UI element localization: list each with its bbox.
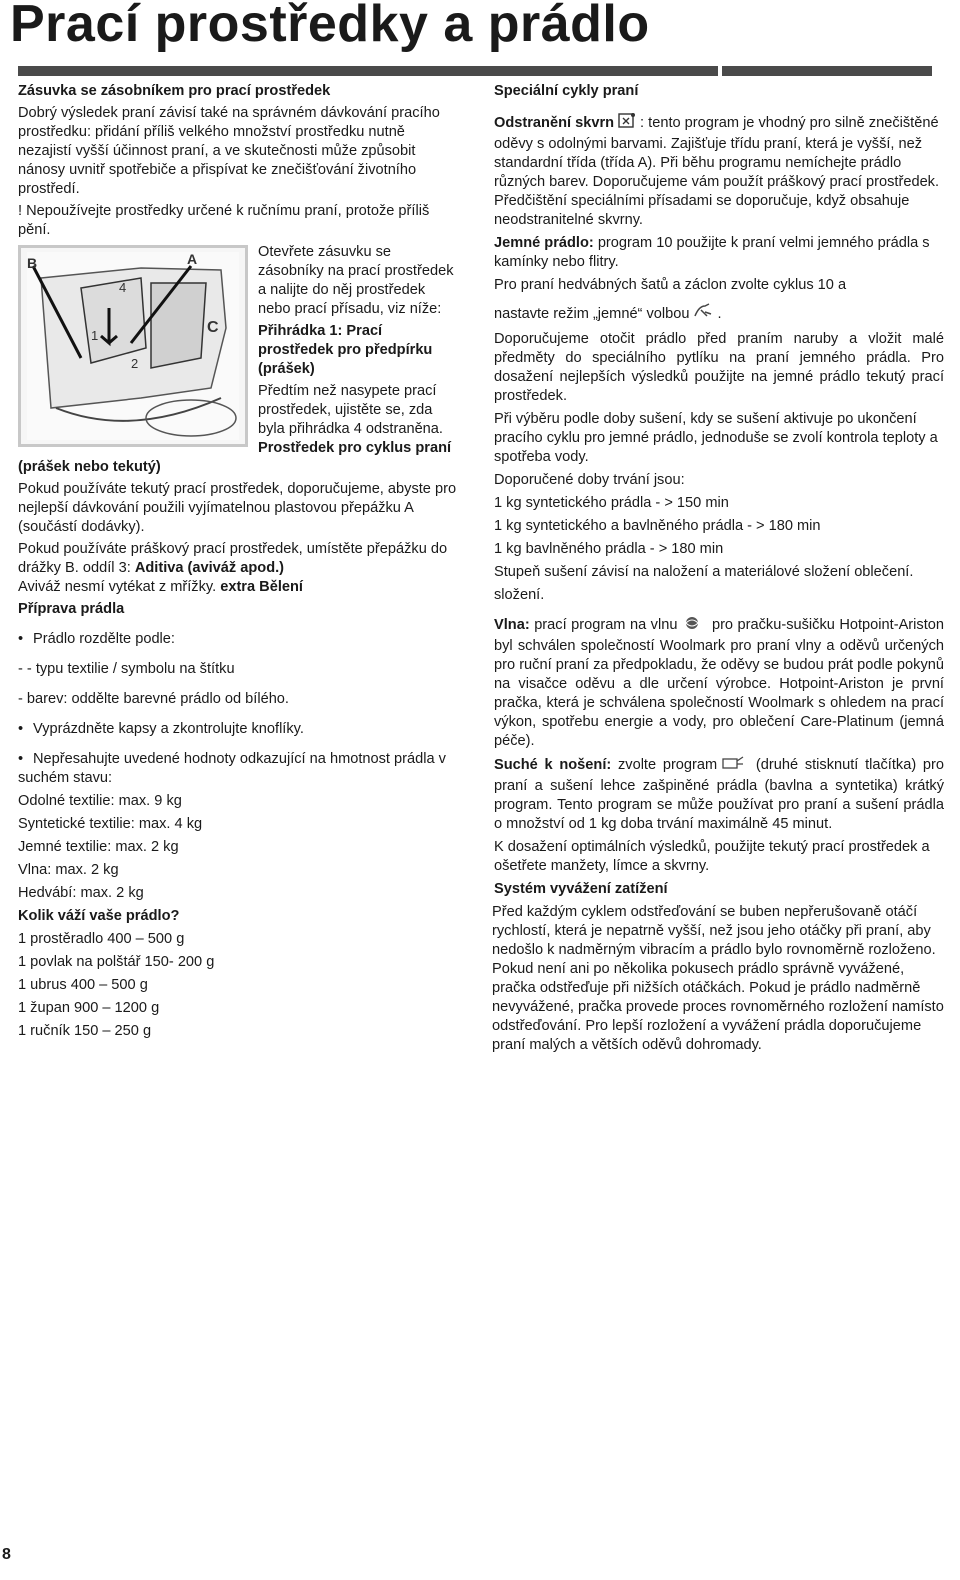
delicates-text: program 10 použijte k praní velmi jemného prádla s kamínky nebo flitry. bbox=[494, 235, 930, 270]
header-rule-right bbox=[722, 66, 932, 76]
right-column bbox=[494, 82, 944, 1058]
stain-removal-paragraph bbox=[494, 113, 944, 230]
duration-item: 1 kg syntetického a bavlněného prádla - > 180 min bbox=[494, 518, 821, 534]
label-c: C bbox=[207, 319, 219, 336]
sort-by-color: - barev: oddělte barevné prádlo od bílého. bbox=[18, 691, 289, 707]
powder-detergent-text bbox=[18, 540, 458, 597]
load-balancing-text: Před každým cyklem odstřeďování se buben nepřerušovaně otáčí rychlostí, která je nepatrně vyšší, než jsou jeho otáčky při praní, aby nedošlo k nadměrným vibracím a prádlo bylo rovnoměrně rozloženo. Pokud není ani po několika pokusech prádlo správně vyvážené, pračka odstřeďuje při nižších otáčkách. Pokud je prádlo nadměrně nevyvážené, pračka provede proces rovnoměrného rozložení namísto odstřeďování. Pro lepší rozložení a vyvážení prádla doporučujeme praní malých a větších oděvů dohromady. bbox=[492, 904, 944, 1053]
limit-item: Vlna: max. 2 kg bbox=[18, 862, 119, 878]
weight-item: 1 ručník 150 – 250 g bbox=[18, 1023, 152, 1039]
limit-item: Odolné textilie: max. 9 kg bbox=[18, 793, 182, 809]
delicates-paragraph bbox=[494, 234, 944, 272]
dispenser-heading: Zásuvka se zásobníkem pro prací prostředek bbox=[18, 83, 331, 99]
main-wash-heading: Prostředek pro cyklus praní (prášek nebo tekutý) bbox=[18, 440, 452, 475]
compartment-1-heading: Přihrádka 1: Prací prostředek pro předpírku (prášek) bbox=[258, 323, 433, 377]
softener-text: Aviváž nesmí vytékat z mřížky. bbox=[18, 579, 217, 595]
weight-item: 1 župan 900 – 1200 g bbox=[18, 1000, 160, 1016]
label-2: 2 bbox=[131, 356, 139, 371]
load-balancing-heading: Systém vyvážení zatížení bbox=[494, 881, 668, 897]
additives-heading: Aditiva (aviváž apod.) bbox=[134, 560, 285, 576]
silk-text: Pro praní hedvábných šatů a záclon zvolte cyklus 10 a bbox=[494, 277, 847, 293]
powder-text: Pokud používáte práškový prací prostředek, umístěte přepážku do drážky B. oddíl 3: bbox=[18, 541, 448, 576]
optimal-results-text: K dosažení optimálních výsledků, použijte tekutý prací prostředek a ošetřete manžety, límce a skvrny. bbox=[494, 839, 930, 874]
dry-to-wear-text-a: zvolte program bbox=[617, 757, 718, 773]
limit-item: Syntetické textilie: max. 4 kg bbox=[18, 816, 203, 832]
wool-paragraph bbox=[494, 615, 944, 751]
composition-text: složení. bbox=[494, 587, 545, 603]
header-rule-left bbox=[18, 66, 718, 76]
delicate-hand-icon bbox=[693, 302, 713, 326]
wool-label: Vlna: bbox=[494, 617, 530, 633]
delicates-label: Jemné prádlo: bbox=[494, 235, 594, 251]
dry-to-wear-text-b: (druhé stisknutí tlačítka) pro praní a sušení lehce zašpiněné prádla (bavlna a syntetika) krátký program. Tento program se může používat pro praní a sušení prádla o množství od 1 kg doba trvání maximálně 45 minut. bbox=[494, 757, 944, 832]
liquid-detergent-text: Pokud používáte tekutý prací prostředek, doporučujeme, abyste pro nejlepší dávkování použili vyjímatelnou plastovou přepážku A (součástí dodávky). bbox=[18, 481, 457, 535]
wool-text-b: pro pračku-sušičku Hotpoint-Ariston byl schválen společností Woolmark pro praní vlny a oděvů určených pro ruční praní za předpokladu, že oděvy se budou prát podle pokynů na visačce oděvu a dle určení výrobce. Hotpoint-Ariston je první pračka, která je schválena společností Woolmark s ohledem na prací výkon, spotřebu energie a vody, pro oblečení Care-Platinum (jemná péče). bbox=[494, 617, 944, 749]
stain-removal-label: Odstranění skvrn bbox=[494, 115, 615, 131]
dry-to-wear-icon bbox=[721, 755, 745, 777]
weight-item: 1 ubrus 400 – 500 g bbox=[18, 977, 148, 993]
limit-item: Jemné textilie: max. 2 kg bbox=[18, 839, 179, 855]
bleach-heading: extra Bělení bbox=[220, 579, 303, 595]
durations-heading: Doporučené doby trvání jsou: bbox=[494, 472, 685, 488]
delicate-mode-period: . bbox=[717, 306, 722, 322]
dosage-paragraph: Dobrý výsledek praní závisí také na správném dávkování pracího prostředku: přidání příliš velkého množství prostředku nutně nezajistí vyšší účinnost praní, a ve skutečnosti může způsobit nánosy uvnitř spotřebiče a přispívat ke znečišťování životního prostředí. bbox=[18, 105, 440, 197]
empty-pockets-bullet: • Vyprázdněte kapsy a zkontrolujte knoflíky. bbox=[18, 720, 458, 739]
laundry-prep-heading: Příprava prádla bbox=[18, 601, 125, 617]
label-4: 4 bbox=[119, 280, 127, 295]
page-number: 8 bbox=[2, 1546, 11, 1563]
dispenser-drawer-drawing bbox=[21, 248, 245, 444]
sort-bullet: • Prádlo rozdělte podle: bbox=[18, 630, 458, 649]
wool-icon bbox=[681, 615, 703, 637]
label-b: B bbox=[27, 255, 38, 271]
sort-by-fabric: - - typu textilie / symbolu na štítku bbox=[18, 661, 235, 677]
limit-item: Hedvábí: max. 2 kg bbox=[18, 885, 144, 901]
label-a: A bbox=[187, 251, 198, 267]
weight-limit-bullet: • Nepřesahujte uvedené hodnoty odkazující na hmotnost prádla v suchém stavu: bbox=[18, 750, 458, 788]
inside-out-text: Doporučujeme otočit prádlo před praním naruby a vložit malé předměty do speciálního pytlíku na praní jemného prádla. Pro dosažení nejlepších výsledků použijte na jemné prádlo tekutý prací prostředek. bbox=[494, 331, 944, 404]
label-1: 1 bbox=[91, 328, 99, 343]
drying-time-text: Při výběru podle doby sušení, kdy se sušení aktivuje po ukončení pracího cyklu pro jemné prádlo, jednoduše se zvolí kontrola teploty a spotřeba vody. bbox=[494, 411, 938, 465]
wool-text-a: prací program na vlnu bbox=[534, 617, 678, 633]
stain-removal-text: : tento program je vhodný pro silně znečištěné oděvy s odolnými barvami. Zajišťuje třídu praní, která je vyšší, než standardní třída (třída A). Při běhu programu nemíchejte prádlo různých barev. Doporučujeme vám použít práškový prací prostředek. Předčištění speciálními přísadami se doporučuje, když obsahuje neodstranitelné skvrny. bbox=[494, 115, 940, 228]
handwash-warning: ! Nepoužívejte prostředky určené k ručnímu praní, protože příliš pění. bbox=[18, 203, 430, 238]
stain-removal-icon bbox=[618, 113, 636, 135]
dispenser-section bbox=[18, 243, 458, 480]
laundry-weight-heading: Kolik váží vaše prádlo? bbox=[18, 908, 180, 924]
duration-item: 1 kg bavlněného prádla - > 180 min bbox=[494, 541, 724, 557]
compartment-4-text: Předtím než nasypete prací prostředek, ujistěte se, zda byla přihrádka 4 odstraněna. bbox=[258, 383, 443, 437]
delicate-mode-text: nastavte režim „jemné“ volbou bbox=[494, 306, 690, 322]
silk-paragraph bbox=[494, 276, 944, 326]
weight-item: 1 prostěradlo 400 – 500 g bbox=[18, 931, 185, 947]
left-column bbox=[18, 82, 458, 1044]
special-cycles-heading: Speciální cykly praní bbox=[494, 83, 639, 99]
dry-to-wear-label: Suché k nošení: bbox=[494, 757, 612, 773]
drying-level-text: Stupeň sušení závisí na naložení a materiálové složení oblečení. bbox=[494, 564, 914, 580]
open-drawer-text: Otevřete zásuvku se zásobníky na prací prostředek a nalijte do něj prostředek nebo prací přísadu, viz níže: bbox=[258, 244, 454, 317]
weight-item: 1 povlak na polštář 150- 200 g bbox=[18, 954, 215, 970]
page-title: Prací prostředky a prádlo bbox=[10, 0, 650, 53]
dispenser-drawer-illustration bbox=[18, 245, 248, 447]
dry-to-wear-paragraph bbox=[494, 755, 944, 834]
duration-item: 1 kg syntetického prádla - > 150 min bbox=[494, 495, 729, 511]
